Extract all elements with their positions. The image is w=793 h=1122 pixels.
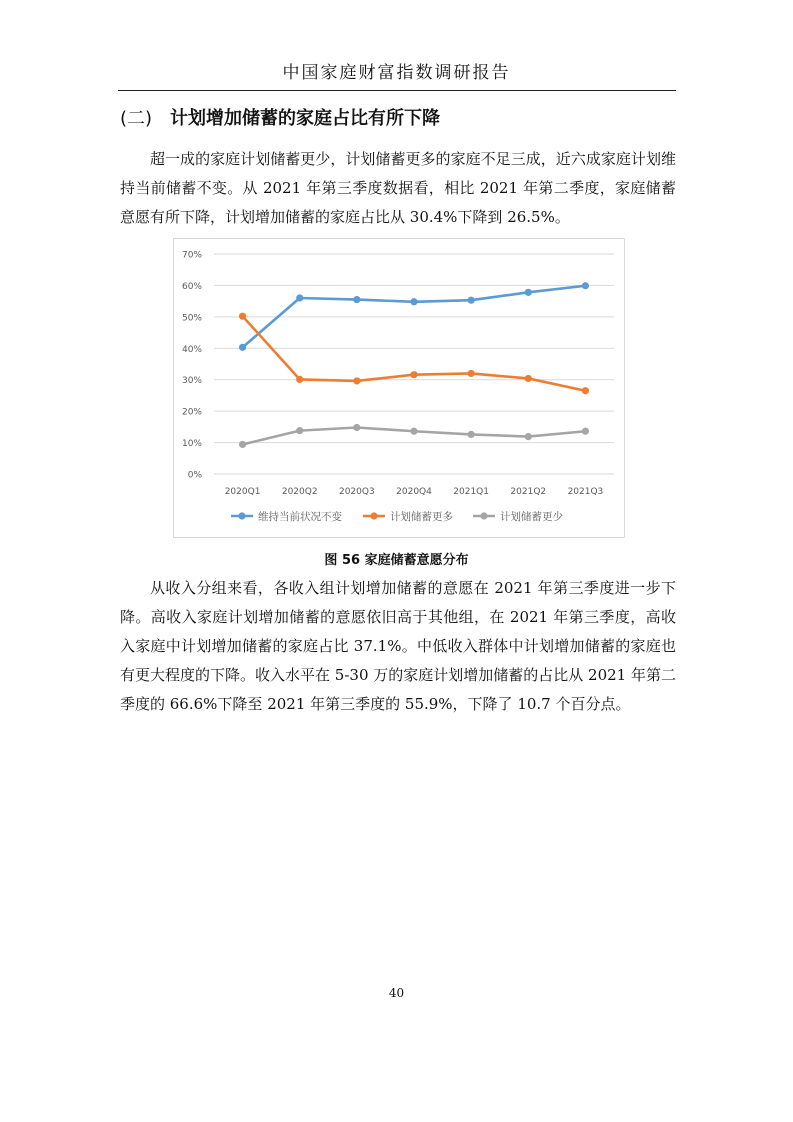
line-chart-svg bbox=[174, 239, 624, 537]
intro-paragraph: 超一成的家庭计划储蓄更少，计划储蓄更多的家庭不足三成，近六成家庭计划维持当前储蓄不变。从 2021 年第三季度数据看，相比 2021 年第二季度，家庭储蓄意愿有所下降，计划增加储蓄的家庭占比从 30.4%下降到 26.5%。 bbox=[120, 150, 676, 226]
data-point bbox=[468, 370, 475, 377]
data-point bbox=[353, 424, 360, 431]
data-point bbox=[525, 433, 532, 440]
data-point bbox=[410, 371, 417, 378]
data-point bbox=[525, 375, 532, 382]
y-tick-label: 30% bbox=[181, 376, 202, 387]
data-point bbox=[353, 377, 360, 384]
x-tick-label: 2020Q2 bbox=[281, 487, 318, 497]
section-title: 计划增加储蓄的家庭占比有所下降 bbox=[170, 108, 441, 129]
data-point bbox=[239, 441, 246, 448]
savings-intention-chart bbox=[173, 238, 625, 538]
x-tick-label: 2021Q1 bbox=[453, 487, 490, 497]
legend-marker-2 bbox=[370, 512, 377, 519]
data-point bbox=[582, 282, 589, 289]
data-point bbox=[296, 427, 303, 434]
data-point bbox=[468, 297, 475, 304]
legend-marker-3 bbox=[480, 512, 487, 519]
y-tick-label: 60% bbox=[181, 281, 202, 292]
figure-caption: 图 56 家庭储蓄意愿分布 bbox=[324, 553, 469, 568]
x-tick-label: 2021Q3 bbox=[567, 487, 604, 497]
y-tick-label: 40% bbox=[181, 344, 202, 355]
legend-label-1: 维持当前状况不变 bbox=[258, 511, 342, 523]
data-point bbox=[296, 294, 303, 301]
data-point bbox=[582, 428, 589, 435]
data-point bbox=[468, 431, 475, 438]
data-point bbox=[353, 296, 360, 303]
y-tick-label: 50% bbox=[181, 313, 202, 324]
data-point bbox=[296, 376, 303, 383]
report-header-title: 中国家庭财富指数调研报告 bbox=[282, 63, 511, 83]
y-tick-label: 20% bbox=[181, 407, 202, 418]
page-number: 40 bbox=[388, 986, 405, 1000]
y-tick-label: 0% bbox=[187, 470, 202, 481]
income-analysis-paragraph: 从收入分组来看，各收入组计划增加储蓄的意愿在 2021 年第三季度进一步下降。高收入家庭计划增加储蓄的意愿依旧高于其他组，在 2021 年第三季度，高收入家庭中计划增加储蓄的家庭占比 37.1%。中低收入群体中计划增加储蓄的家庭也有更大程度的下降。收入水平在 5-30 万的家庭计划增加储蓄的占比从 2021 年第二季度的 66.6%下降至 2021 年第三季度的 55.9%，下降了 10.7 个百分点。 bbox=[120, 579, 676, 713]
header-divider bbox=[118, 90, 676, 91]
x-tick-label: 2021Q2 bbox=[510, 487, 547, 497]
section-number: (二) bbox=[120, 108, 153, 129]
y-tick-label: 70% bbox=[181, 250, 202, 261]
x-tick-label: 2020Q4 bbox=[396, 487, 432, 497]
x-tick-label: 2020Q1 bbox=[224, 487, 261, 497]
data-point bbox=[239, 344, 246, 351]
legend-marker-1 bbox=[238, 512, 245, 519]
y-tick-label: 10% bbox=[181, 439, 202, 450]
data-point bbox=[410, 428, 417, 435]
legend-label-2: 计划储蓄更多 bbox=[390, 511, 453, 523]
section-heading bbox=[120, 104, 440, 130]
x-tick-label: 2020Q3 bbox=[338, 487, 375, 497]
data-point bbox=[582, 387, 589, 394]
legend-label-3: 计划储蓄更少 bbox=[500, 511, 563, 523]
data-point bbox=[525, 289, 532, 296]
data-point bbox=[410, 298, 417, 305]
data-point bbox=[239, 313, 246, 320]
